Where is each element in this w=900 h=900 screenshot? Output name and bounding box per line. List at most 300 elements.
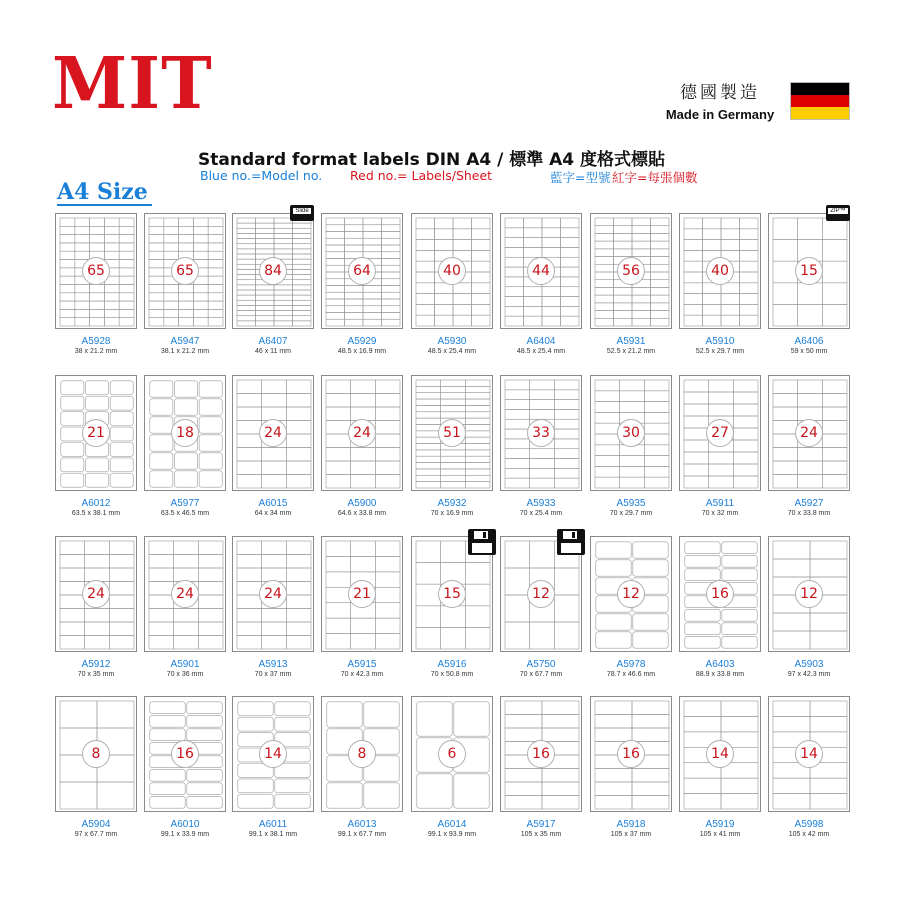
label-cell [465, 424, 490, 430]
label-cell [237, 321, 256, 326]
label-cell [595, 391, 620, 402]
model-number: A5947 [170, 336, 200, 347]
label-cell [685, 569, 720, 581]
label-cell [293, 295, 312, 300]
label-cell [256, 218, 275, 223]
label-cell [187, 783, 222, 795]
label-cell [60, 268, 75, 276]
label-cell [61, 412, 84, 426]
label-cell [684, 716, 721, 731]
label-cell [375, 380, 400, 394]
labels-per-sheet-badge: 27 [706, 419, 734, 447]
label-cell [199, 399, 222, 415]
label-cell [149, 226, 164, 234]
label-dimensions: 99.1 x 93.9 mm [427, 831, 477, 838]
label-cell [465, 380, 490, 386]
label-cell [326, 292, 345, 299]
label-cell [90, 218, 105, 226]
label-cell [505, 390, 530, 400]
label-cell [595, 272, 614, 280]
label-cell [505, 595, 530, 622]
label-cell [199, 417, 222, 433]
label-cell [256, 290, 275, 295]
label-cell [293, 239, 312, 244]
model-number: A5750 [526, 659, 556, 670]
label-cell [465, 399, 490, 405]
label-cell [262, 609, 287, 623]
model-number: A6407 [258, 336, 288, 347]
label-dimensions: 88.9 x 33.8 mm [695, 671, 745, 678]
label-cell [326, 299, 345, 306]
label-cell [119, 309, 134, 317]
label-cell [644, 456, 669, 467]
label-dimensions: 70 x 32 mm [701, 510, 739, 517]
label-cell [382, 238, 401, 245]
label-cell [60, 293, 75, 301]
label-cell [740, 261, 759, 272]
label-cell [561, 306, 580, 316]
label-cell [193, 226, 208, 234]
label-cell [382, 265, 401, 272]
label-cell [505, 228, 524, 238]
label-cell [441, 469, 466, 475]
label-cell [326, 407, 351, 421]
label-cell [104, 301, 119, 309]
label-cell [561, 267, 580, 277]
label-cell [505, 380, 530, 390]
label-cell [633, 560, 668, 576]
label-cell [530, 380, 555, 390]
model-number: A5904 [81, 819, 111, 830]
label-cell [256, 300, 275, 305]
label-cell [327, 702, 362, 727]
label-cell [75, 218, 90, 226]
label-cell [345, 306, 364, 313]
label-cell [505, 782, 542, 796]
label-dimensions: 70 x 33.8 mm [787, 510, 831, 517]
labels-per-sheet-badge: 84 [259, 257, 287, 285]
label-cell [149, 276, 164, 284]
label-cell [286, 380, 311, 394]
label-cell [193, 301, 208, 309]
label-cell [684, 218, 703, 229]
label-cell [326, 232, 345, 239]
label-cell [164, 235, 179, 243]
label-cell [530, 459, 555, 469]
label-cell [150, 417, 173, 433]
label-cell [179, 226, 194, 234]
label-cell [85, 473, 108, 487]
label-cell [595, 280, 614, 288]
label-cell [179, 218, 194, 226]
label-cell [149, 636, 174, 650]
label-cell [174, 471, 197, 487]
label-cell [632, 249, 651, 257]
label-cell [417, 774, 452, 808]
label-cell [382, 279, 401, 286]
label-cell [198, 582, 223, 596]
label-cell [721, 794, 758, 809]
label-cell [530, 390, 555, 400]
label-cell [150, 783, 185, 795]
label-cell [709, 380, 734, 392]
label-dimensions: 70 x 16.9 mm [430, 510, 474, 517]
label-cell [542, 247, 561, 257]
labels-per-sheet-badge: 21 [82, 419, 110, 447]
label-cell [542, 287, 561, 297]
label-cell [416, 294, 435, 305]
label-dimensions: 70 x 35 mm [77, 671, 115, 678]
label-cell [351, 461, 376, 475]
label-cell [104, 284, 119, 292]
label-cell [722, 569, 757, 581]
label-cell [149, 595, 174, 609]
label-cell [595, 233, 614, 241]
label-cell [256, 321, 275, 326]
label-cell [199, 381, 222, 397]
label-cell [262, 380, 287, 394]
label-cell [773, 394, 798, 408]
label-cell [293, 223, 312, 228]
label-cell [149, 582, 174, 596]
label-dimensions: 105 x 42 mm [788, 831, 830, 838]
label-cell [416, 606, 441, 628]
label-cell [633, 632, 668, 648]
label-cell [441, 606, 466, 628]
label-cell [505, 468, 530, 478]
label-cell [441, 475, 466, 481]
label-cell [722, 555, 757, 567]
model-number: A5915 [347, 659, 377, 670]
label-cell [595, 303, 614, 311]
label-cell [375, 634, 400, 649]
label-cell [773, 304, 798, 326]
label-cell [90, 226, 105, 234]
label-cell [110, 427, 133, 441]
label-cell [363, 232, 382, 239]
label-cell [179, 235, 194, 243]
label-cell [61, 381, 84, 395]
label-cell [237, 228, 256, 233]
label-cell [382, 252, 401, 259]
model-number: A5916 [437, 659, 467, 670]
label-cell [60, 701, 97, 728]
label-cell [198, 555, 223, 569]
label-cell [109, 595, 134, 609]
label-dimensions: 38 x 21.2 mm [74, 348, 118, 355]
label-cell [595, 318, 614, 326]
label-cell [733, 404, 758, 416]
label-cell [109, 609, 134, 623]
floppy-disk-icon [556, 528, 586, 556]
label-cell [632, 701, 669, 715]
label-cell [382, 232, 401, 239]
label-cell [632, 796, 669, 810]
label-cell [822, 304, 847, 326]
label-cell [150, 471, 173, 487]
label-cell [187, 715, 222, 727]
label-cell [90, 293, 105, 301]
label-cell [274, 244, 293, 249]
label-cell [435, 304, 454, 315]
labels-per-sheet-badge: 15 [438, 580, 466, 608]
label-cell [174, 399, 197, 415]
label-cell [109, 582, 134, 596]
label-cell [60, 309, 75, 317]
label-cell [740, 250, 759, 261]
label-cell [237, 259, 256, 264]
label-cell [542, 715, 579, 729]
model-number: A5929 [347, 336, 377, 347]
label-cell [119, 318, 134, 326]
label-cell [237, 264, 256, 269]
label-cell [90, 284, 105, 292]
label-cell [505, 316, 524, 326]
label-cell [293, 228, 312, 233]
label-cell [60, 609, 85, 623]
label-cell [416, 456, 441, 462]
label-cell [326, 218, 345, 225]
label-cell [798, 475, 823, 489]
label-cell [85, 555, 110, 569]
label-dimensions: 97 x 67.7 mm [74, 831, 118, 838]
label-cell [530, 541, 555, 568]
label-cell [179, 293, 194, 301]
label-cell [472, 229, 491, 240]
label-cell [110, 396, 133, 410]
label-cell [149, 243, 164, 251]
label-cell [542, 218, 561, 228]
label-cell [632, 715, 669, 729]
label-cell [416, 627, 441, 649]
label-cell [441, 393, 466, 399]
label-cell [293, 275, 312, 280]
zip-tag-text: ZIP™ [830, 208, 846, 214]
label-cell [822, 475, 847, 489]
label-cell [822, 283, 847, 305]
page-title: Standard format labels DIN A4 / 標準 A4 度格式標貼 [198, 150, 666, 170]
label-cell [75, 235, 90, 243]
label-cell [542, 306, 561, 316]
label-cell [149, 293, 164, 301]
label-cell [465, 412, 490, 418]
label-cell [614, 295, 633, 303]
label-cell [595, 249, 614, 257]
label-cell [561, 228, 580, 238]
label-cell [237, 244, 256, 249]
label-cell [773, 559, 810, 577]
legend-red-zh: 紅字=每張個數 [612, 170, 698, 185]
label-cell [61, 473, 84, 487]
label-cell [256, 305, 275, 310]
label-cell [416, 250, 435, 261]
label-cell [109, 541, 134, 555]
label-cell [150, 453, 173, 469]
label-cell [375, 603, 400, 618]
label-cell [733, 416, 758, 428]
labels-per-sheet-badge: 6 [438, 740, 466, 768]
labels-per-sheet-badge: 40 [706, 257, 734, 285]
label-cell [542, 701, 579, 715]
label-cell [164, 226, 179, 234]
label-cell [416, 424, 441, 430]
label-cell [554, 380, 579, 390]
label-cell [90, 318, 105, 326]
label-cell [614, 233, 633, 241]
label-cell [542, 769, 579, 783]
label-cell [620, 466, 645, 477]
model-number: A5910 [705, 336, 735, 347]
label-cell [326, 618, 351, 633]
label-cell [237, 300, 256, 305]
label-cell [722, 623, 757, 635]
label-cell [375, 461, 400, 475]
label-cell [363, 292, 382, 299]
label-cell [595, 466, 620, 477]
label-cell [740, 272, 759, 283]
label-dimensions: 59 x 50 mm [790, 348, 828, 355]
label-cell [684, 240, 703, 251]
label-cell [595, 456, 620, 467]
label-dimensions: 70 x 50.8 mm [430, 671, 474, 678]
label-cell [651, 318, 670, 326]
flag-stripe-gold [791, 107, 849, 119]
label-cell [614, 303, 633, 311]
label-cell [179, 309, 194, 317]
label-cell [773, 716, 810, 731]
label-cell [684, 272, 703, 283]
label-cell [375, 618, 400, 633]
label-cell [595, 218, 614, 226]
label-cell [187, 729, 222, 741]
label-cell [237, 461, 262, 475]
labels-per-sheet-badge: 24 [259, 419, 287, 447]
label-cell [810, 613, 847, 631]
label-cell [345, 313, 364, 320]
label-cell [721, 701, 758, 716]
model-number: A5928 [81, 336, 111, 347]
label-cell [822, 380, 847, 394]
label-cell [237, 568, 262, 582]
label-cell [382, 319, 401, 326]
slide-tag-icon [290, 205, 314, 221]
label-dimensions: 99.1 x 33.9 mm [160, 831, 210, 838]
label-cell [238, 702, 273, 716]
label-cell [685, 542, 720, 554]
label-cell [798, 218, 823, 240]
label-cell [262, 636, 287, 650]
label-cell [208, 251, 223, 259]
label-cell [684, 701, 721, 716]
label-cell [274, 305, 293, 310]
label-cell [345, 238, 364, 245]
model-number: A5931 [616, 336, 646, 347]
label-cell [149, 555, 174, 569]
model-number: A5927 [794, 498, 824, 509]
label-cell [164, 301, 179, 309]
label-cell [293, 305, 312, 310]
label-cell [149, 309, 164, 317]
label-cell [554, 400, 579, 410]
label-cell [505, 409, 530, 419]
label-cell [237, 295, 256, 300]
label-cell [684, 794, 721, 809]
label-cell [326, 434, 351, 448]
label-cell [109, 555, 134, 569]
label-cell [274, 223, 293, 228]
label-cell [530, 468, 555, 478]
label-cell [237, 434, 262, 448]
label-cell [524, 287, 543, 297]
label-cell [208, 218, 223, 226]
label-cell [472, 218, 491, 229]
label-cell [822, 461, 847, 475]
label-cell [179, 318, 194, 326]
label-cell [709, 464, 734, 476]
label-cell [286, 434, 311, 448]
label-cell [505, 267, 524, 277]
label-cell [595, 423, 620, 434]
labels-per-sheet-badge: 12 [795, 580, 823, 608]
labels-per-sheet-badge: 44 [527, 257, 555, 285]
label-cell [237, 380, 262, 394]
label-cell [293, 264, 312, 269]
model-number: A5912 [81, 659, 111, 670]
model-number: A5911 [705, 498, 735, 509]
label-cell [375, 587, 400, 602]
label-cell [595, 241, 614, 249]
label-cell [164, 293, 179, 301]
label-cell [326, 225, 345, 232]
label-cell [561, 277, 580, 287]
label-cell [326, 313, 345, 320]
label-cell [465, 450, 490, 456]
label-cell [174, 555, 199, 569]
label-cell [435, 240, 454, 251]
label-cell [773, 407, 798, 421]
label-cell [237, 622, 262, 636]
label-cell [505, 400, 530, 410]
label-cell [453, 294, 472, 305]
labels-per-sheet-badge: 16 [527, 740, 555, 768]
flag-stripe-red [791, 95, 849, 107]
brand-logo: MIT [52, 42, 213, 127]
label-cell [174, 622, 199, 636]
label-dimensions: 78.7 x 46.6 mm [606, 671, 656, 678]
label-cell [561, 297, 580, 307]
label-cell [644, 391, 669, 402]
label-cell [798, 380, 823, 394]
label-cell [85, 541, 110, 555]
label-cell [75, 309, 90, 317]
label-cell [465, 393, 490, 399]
labels-per-sheet-badge: 16 [706, 580, 734, 608]
label-cell [644, 423, 669, 434]
label-cell [703, 229, 722, 240]
label-cell [505, 796, 542, 810]
label-cell [472, 304, 491, 315]
label-dimensions: 70 x 25.4 mm [519, 510, 563, 517]
label-cell [620, 477, 645, 488]
label-cell [684, 315, 703, 326]
label-cell [198, 568, 223, 582]
label-cell [262, 555, 287, 569]
label-dimensions: 70 x 37 mm [254, 671, 292, 678]
labels-per-sheet-badge: 14 [706, 740, 734, 768]
label-cell [554, 390, 579, 400]
label-cell [150, 381, 173, 397]
label-cell [109, 622, 134, 636]
